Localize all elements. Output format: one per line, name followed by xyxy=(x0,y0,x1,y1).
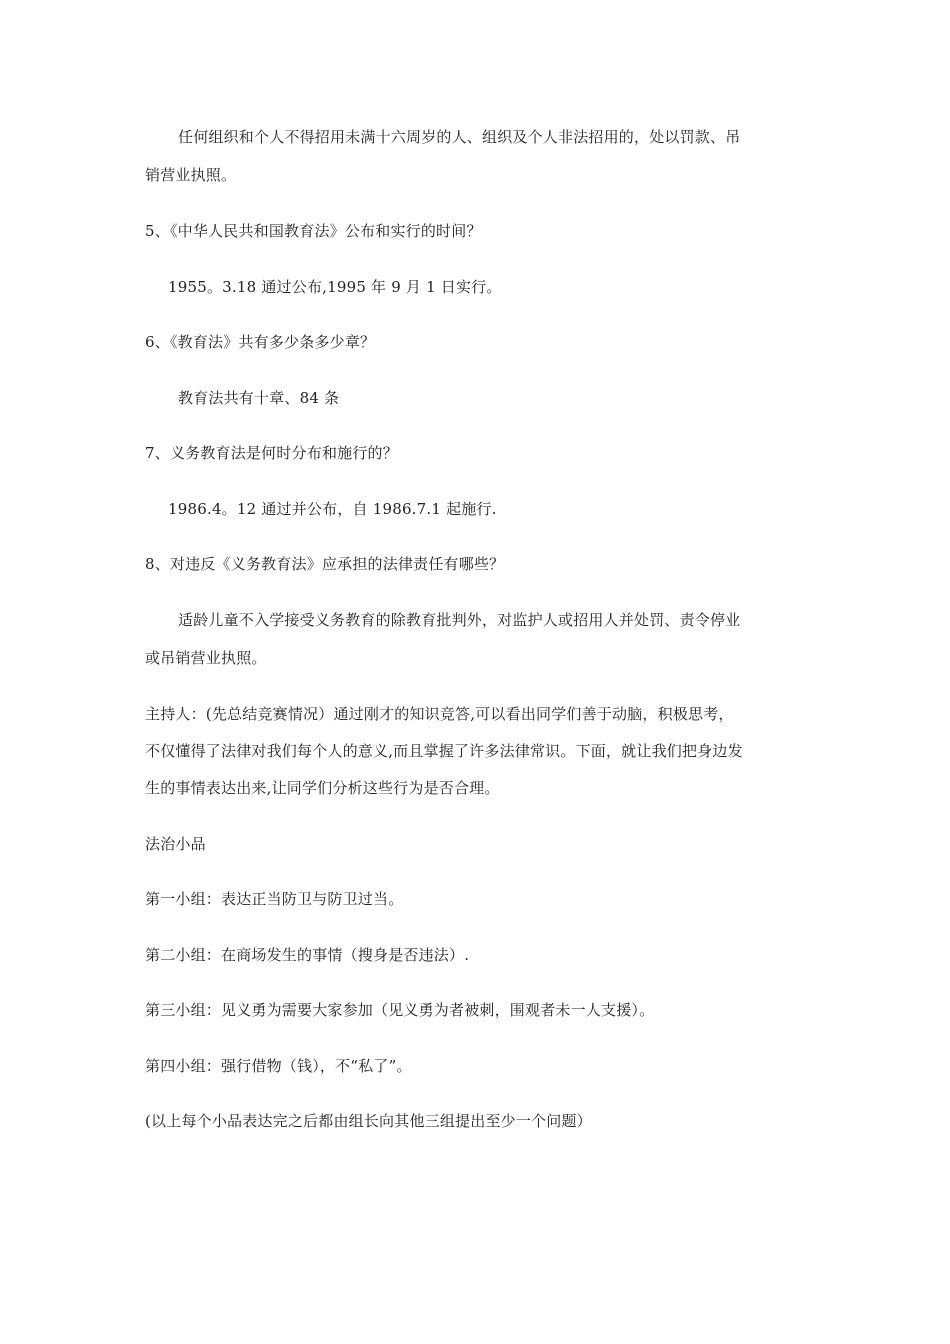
host-speech-line: 主持人：(先总结竞赛情况）通过刚才的知识竞答,可以看出同学们善于动脑，积极思考， xyxy=(145,705,734,723)
answer-8-line: 适龄儿童不入学接受义务教育的除教育批判外，对监护人或招用人并处罚、责令停业 xyxy=(178,611,741,629)
question-6: 6、《教育法》共有多少条多少章？ xyxy=(145,333,376,351)
group-item-1: 第一小组：表达正当防卫与防卫过当。 xyxy=(145,890,404,908)
answer-8-line: 或吊销营业执照。 xyxy=(145,649,267,667)
answer-5: 1955。3.18 通过公布,1995 年 9 月 1 日实行。 xyxy=(168,278,502,296)
answer-6: 教育法共有十章、84 条 xyxy=(178,389,340,407)
host-speech-line: 不仅懂得了法律对我们每个人的意义,而且掌握了许多法律常识。下面，就让我们把身边发 xyxy=(145,742,743,760)
closing-note: (以上每个小品表达完之后都由组长向其他三组提出至少一个问题） xyxy=(145,1112,592,1130)
paragraph-line: 销营业执照。 xyxy=(145,166,237,184)
question-8: 8、对违反《义务教育法》应承担的法律责任有哪些？ xyxy=(145,555,505,573)
host-speech-line: 生的事情表达出来,让同学们分析这些行为是否合理。 xyxy=(145,779,500,797)
group-item-2: 第二小组：在商场发生的事情（搜身是否违法）. xyxy=(145,946,470,964)
section-heading: 法治小品 xyxy=(145,835,206,853)
question-5: 5、《中华人民共和国教育法》公布和实行的时间？ xyxy=(145,222,482,240)
group-item-4: 第四小组：强行借物（钱），不“私了”。 xyxy=(145,1057,412,1075)
group-item-3: 第三小组：见义勇为需要大家参加（见义勇为者被刺，围观者未一人支援）。 xyxy=(145,1001,655,1019)
question-7: 7、义务教育法是何时分布和施行的？ xyxy=(145,444,398,462)
answer-7: 1986.4。12 通过并公布，自 1986.7.1 起施行. xyxy=(168,500,497,518)
paragraph-line: 任何组织和个人不得招用未满十六周岁的人、组织及个人非法招用的，处以罚款、吊 xyxy=(178,128,741,146)
